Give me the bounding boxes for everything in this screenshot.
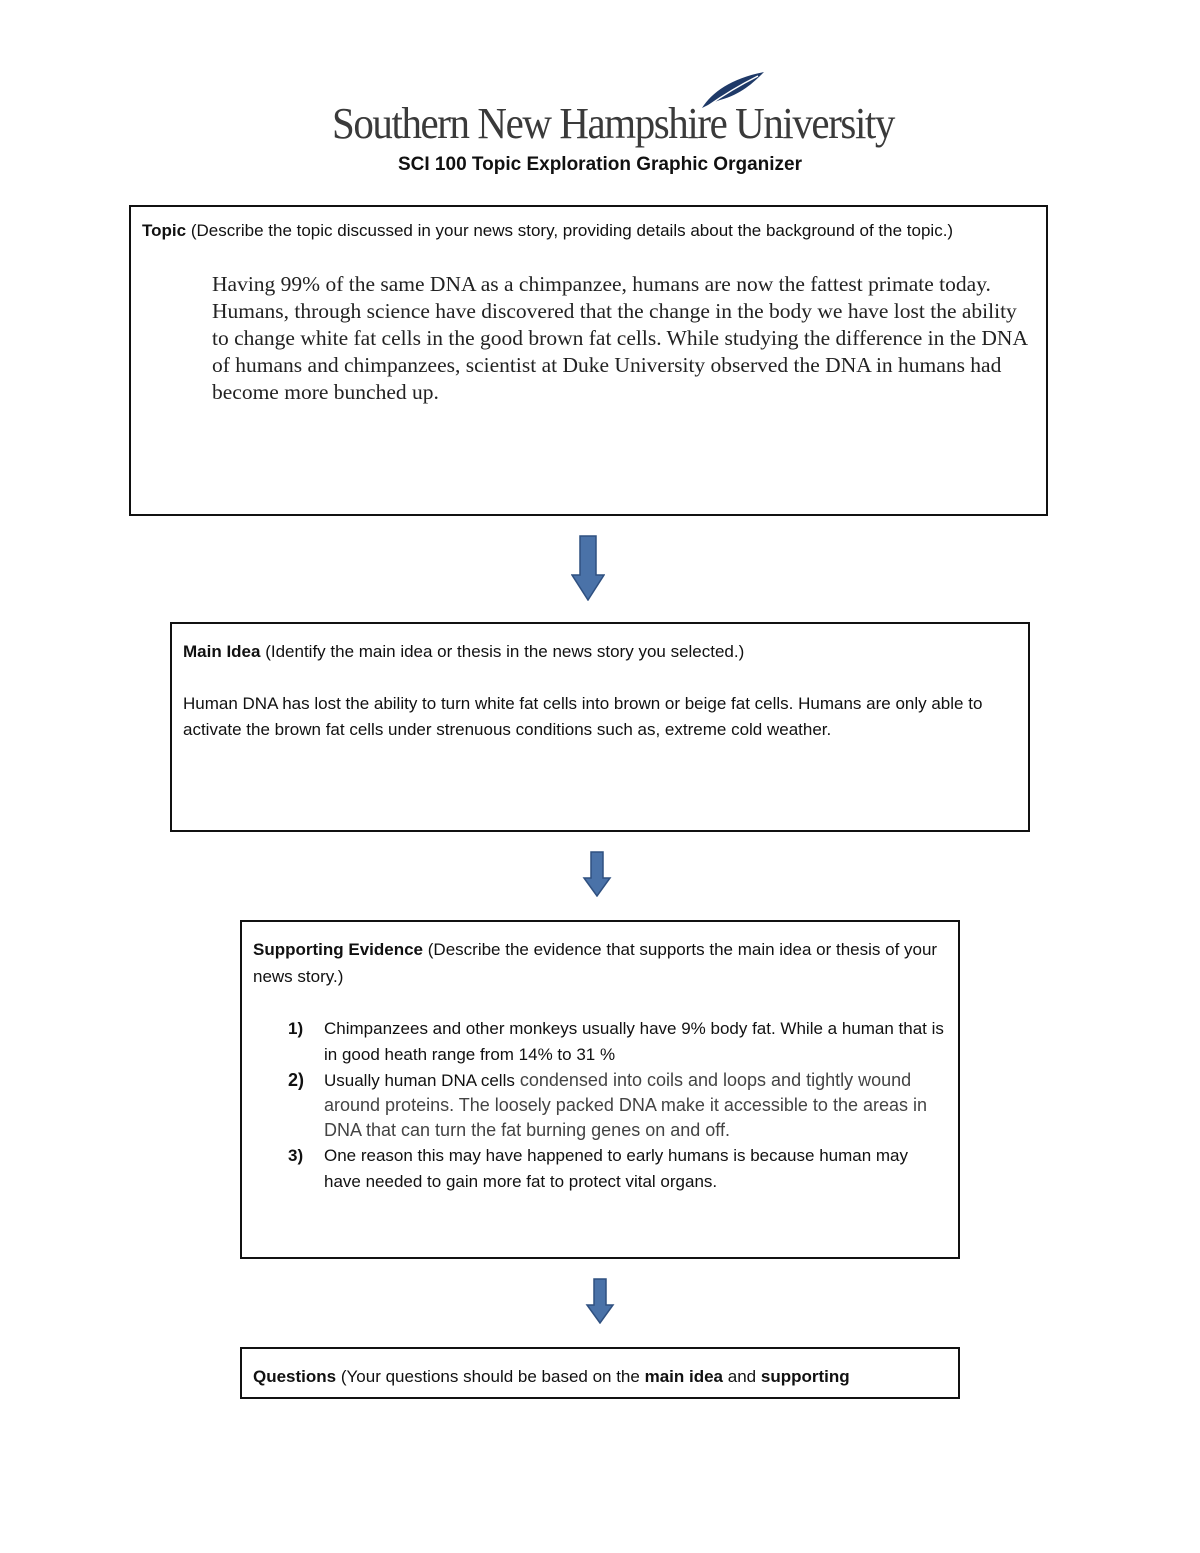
document-title: SCI 100 Topic Exploration Graphic Organizer [397, 154, 803, 175]
topic-label: Topic [142, 221, 187, 240]
questions-heading [253, 1363, 948, 1390]
down-arrow-icon [582, 851, 612, 897]
topic-instruction: (Describe the topic discussed in your news story, providing details about the background of the topic.) [190, 221, 954, 240]
main-idea-body: Human DNA has lost the ability to turn white fat cells into brown or beige fat cells. Humans are only able to activate the brown fat cells under strenuous conditions such as, extreme cold weather. [183, 694, 983, 739]
main-idea-box [170, 622, 1030, 832]
supporting-evidence-instruction: (Describe the evidence that supports the main idea or thesis of your news story.) [253, 940, 938, 986]
down-arrow-icon [571, 535, 605, 601]
down-arrow-icon [585, 1278, 615, 1324]
questions-bold-supporting: supporting [760, 1367, 850, 1386]
evidence-number: 2) [288, 1070, 305, 1090]
supporting-evidence-label: Supporting Evidence [253, 940, 424, 959]
evidence-number: 1) [288, 1019, 304, 1038]
questions-label: Questions [253, 1367, 337, 1386]
topic-body: Having 99% of the same DNA as a chimpanzee, humans are now the fattest primate today. Humans, through science have discovered that the change in the body we have lost the ability to change white fat cells in the good brown fat cells. While studying the difference in the DNA of humans and chimpanzees, scientist at Duke University observed the DNA in humans had become more bunched up. [212, 272, 1027, 404]
evidence-item [253, 1016, 948, 1068]
main-idea-label: Main Idea [183, 642, 261, 661]
supporting-evidence-heading [253, 936, 948, 990]
topic-box [129, 205, 1048, 516]
questions-instruction: (Your questions should be based on the [340, 1367, 640, 1386]
questions-bold-main-idea: main idea [644, 1367, 724, 1386]
evidence-number: 3) [288, 1146, 304, 1165]
evidence-item [253, 1068, 948, 1143]
evidence-text: condensed into coils and loops and tightly wound around proteins. The loosely packed DNA make it accessible to the areas in DNA that can turn the fat burning genes on and off. [324, 1070, 927, 1140]
questions-box [240, 1347, 960, 1399]
evidence-list [253, 1016, 948, 1195]
main-idea-heading [183, 638, 1018, 665]
evidence-lead: Usually human DNA cells [324, 1071, 515, 1090]
evidence-item [253, 1143, 948, 1195]
topic-heading [142, 217, 1036, 244]
evidence-text: Chimpanzees and other monkeys usually have 9% body fat. While a human that is in good heath range from 14% to 31 % [324, 1019, 944, 1064]
main-idea-instruction: (Identify the main idea or thesis in the news story you selected.) [265, 642, 745, 661]
evidence-text: One reason this may have happened to early humans is because human may have needed to gain more fat to protect vital organs. [324, 1146, 909, 1191]
questions-connector: and [727, 1367, 757, 1386]
university-logo [332, 70, 894, 160]
university-name: Southern New Hampshire University [332, 99, 894, 148]
supporting-evidence-box [240, 920, 960, 1259]
